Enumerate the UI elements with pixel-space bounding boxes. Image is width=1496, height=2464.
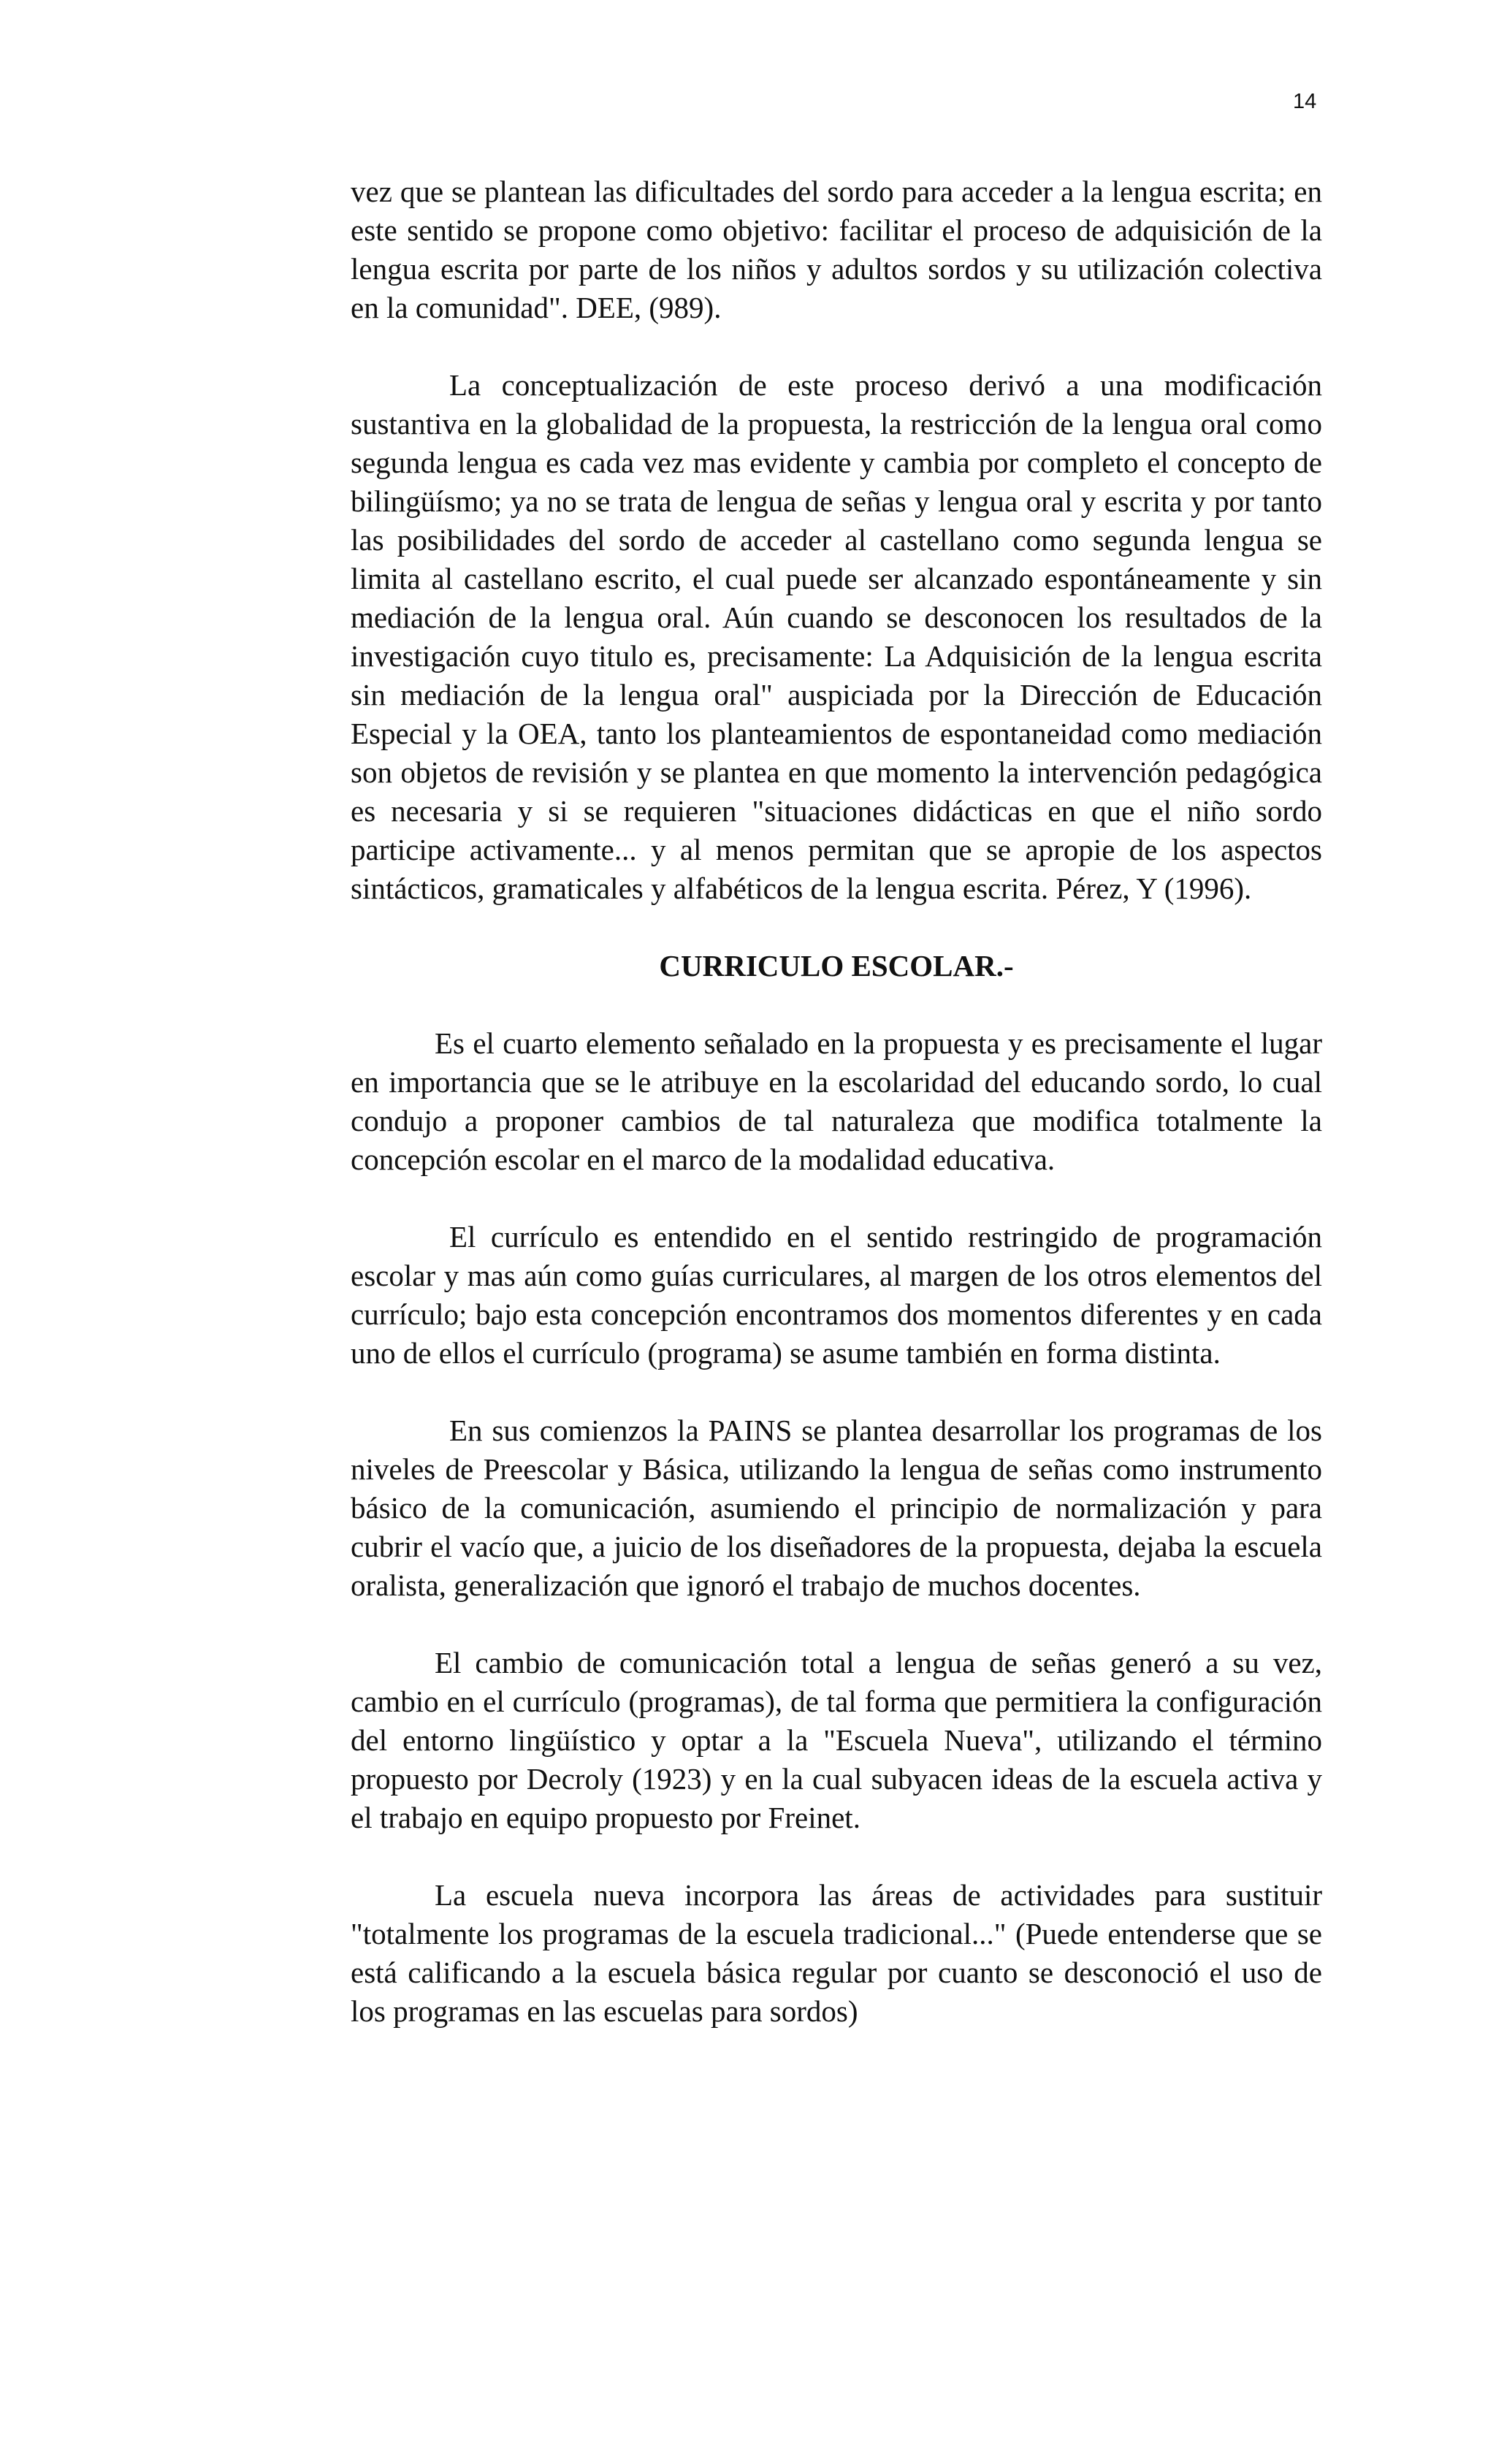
- paragraph-curriculum-definition: El currículo es entendido en el sentido restringido de programación escolar y mas aún como guías curriculares, al margen de los otros elementos del currículo; bajo esta concepción encontramos dos momentos diferentes y en cada uno de ellos el currículo (programa) se asume también en forma distinta.: [351, 1220, 1322, 1370]
- paragraph-new-school: La escuela nueva incorpora las áreas de actividades para sustituir "totalmente los programas de la escuela tradicional..." (Puede entenderse que se está calificando a la escuela básica regular por cuanto se desconoció el uso de los programas en las escuelas para sordos): [351, 1878, 1322, 2028]
- paragraph-continuation: vez que se plantean las dificultades del sordo para acceder a la lengua escrita; en este sentido se propone como objetivo: facilitar el proceso de adquisición de la lengua escrita por parte de los niños y adultos sordos y su utilización colectiva en la comunidad". DEE, (989).: [351, 175, 1322, 324]
- paragraph-curriculum-intro: Es el cuarto elemento señalado en la propuesta y es precisamente el lugar en importancia que se le atribuye en la escolaridad del educando sordo, lo cual condujo a proponer cambios de tal naturaleza que modifica totalmente la concepción escolar en el marco de la modalidad educativa.: [351, 1026, 1322, 1176]
- section-heading: CURRICULO ESCOLAR.-: [659, 949, 1014, 983]
- page-number: 14: [1293, 90, 1317, 113]
- paragraph-conceptualization: La conceptualización de este proceso derivó a una modificación sustantiva en la globalidad de la propuesta, la restricción de la lengua oral como segunda lengua es cada vez mas evidente y cambia por completo el concepto de bilingüísmo; ya no se trata de lengua de señas y lengua oral y escrita y por tanto las posibilidades del sordo de acceder al castellano como segunda lengua se limita al castellano escrito, el cual puede ser alcanzado espontáneamente y sin mediación de la lengua oral. Aún cuando se desconocen los resultados de la investigación cuyo titulo es, precisamente: La Adquisición de la lengua escrita sin mediación de la lengua oral" auspiciada por la Dirección de Educación Especial y la OEA, tanto los planteamientos de espontaneidad como mediación son objetos de revisión y se plantea en que momento la intervención pedagógica es necesaria y si se requieren "situaciones didácticas en que el niño sordo participe activamente... y al menos permitan que se apropie de los aspectos sintácticos, gramaticales y alfabéticos de la lengua escrita. Pérez, Y (1996).: [351, 368, 1322, 905]
- document-body: [351, 172, 1322, 2031]
- paragraph-communication-change: El cambio de comunicación total a lengua de señas generó a su vez, cambio en el currículo (programas), de tal forma que permitiera la configuración del entorno lingüístico y optar a la "Escuela Nueva", utilizando el término propuesto por Decroly (1923) y en la cual subyacen ideas de la escuela activa y el trabajo en equipo propuesto por Freinet.: [351, 1646, 1322, 1834]
- paragraph-pains-beginnings: En sus comienzos la PAINS se plantea desarrollar los programas de los niveles de Preescolar y Básica, utilizando la lengua de señas como instrumento básico de la comunicación, asumiendo el principio de normalización y para cubrir el vacío que, a juicio de los diseñadores de la propuesta, dejaba la escuela oralista, generalización que ignoró el trabajo de muchos docentes.: [351, 1414, 1322, 1602]
